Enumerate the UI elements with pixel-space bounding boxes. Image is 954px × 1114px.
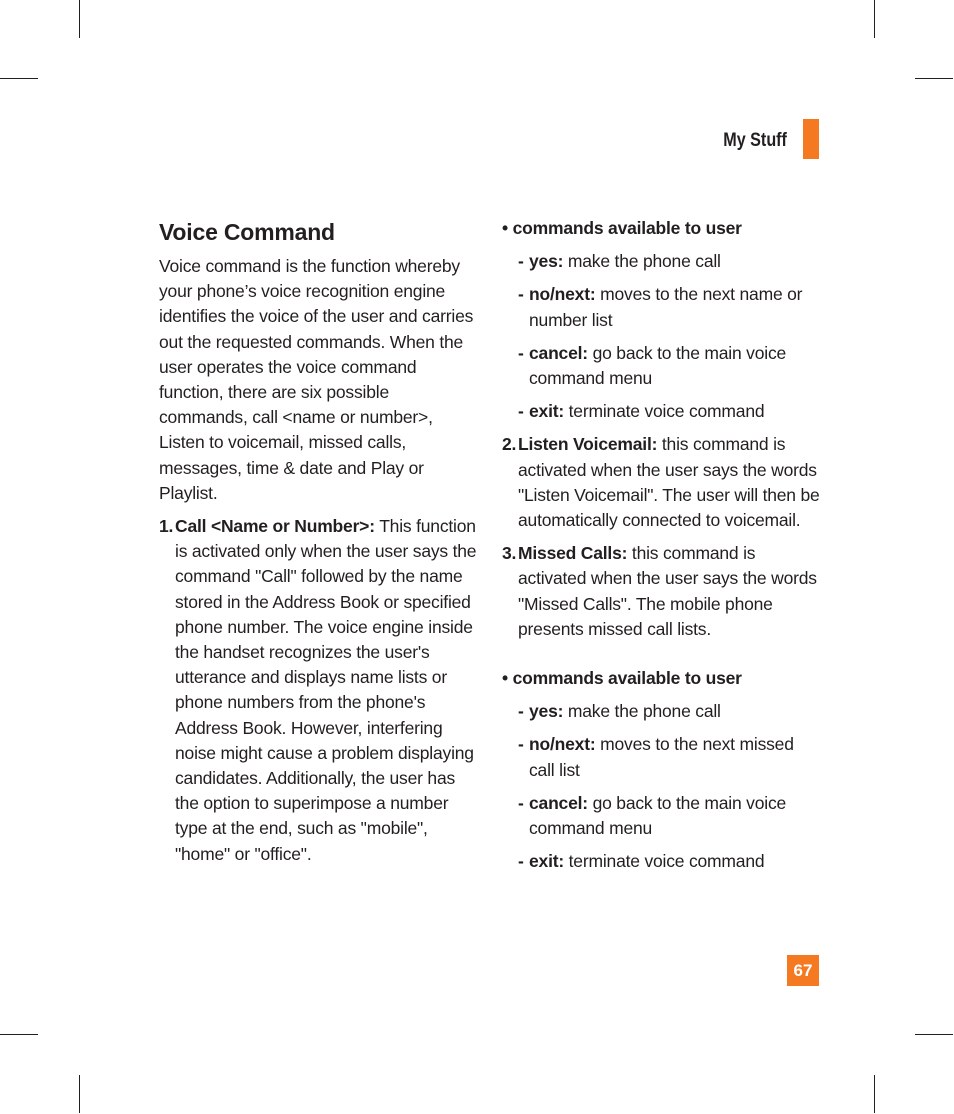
command-label: no/next:: [529, 734, 596, 755]
list-item-label: Missed Calls:: [518, 543, 628, 564]
command-label: exit:: [529, 851, 564, 872]
list-item-missed-calls: [502, 541, 822, 642]
list-item-label: Listen Voicemail:: [518, 434, 658, 455]
left-column: [159, 216, 479, 875]
crop-mark: [79, 1075, 80, 1113]
command-label: cancel:: [529, 342, 588, 363]
command-text: terminate voice command: [563, 851, 765, 872]
list-item-label: Call <Name or Number>:: [175, 516, 375, 537]
command-item-next: [502, 282, 822, 332]
dash-marker: -: [518, 734, 524, 755]
command-text: make the phone call: [563, 251, 721, 272]
command-item-next: [502, 732, 822, 782]
command-text: moves to the next name or number list: [529, 284, 803, 330]
section-title: My Stuff: [723, 130, 787, 151]
list-item-text: this command is activated when the user says the words "Missed Calls". The mobile phone presents missed call lists.: [518, 543, 817, 639]
commands-heading: • commands available to user: [502, 218, 742, 238]
command-item-cancel: [502, 791, 822, 841]
crop-mark: [915, 78, 953, 79]
command-label: yes:: [529, 251, 564, 272]
crop-mark: [915, 1034, 953, 1035]
dash-marker: -: [518, 251, 524, 272]
list-item-listen-voicemail: [502, 432, 822, 533]
command-item-yes: [502, 699, 822, 724]
command-item-cancel: [502, 341, 822, 391]
list-item-call: [159, 514, 479, 867]
page-number: 67: [787, 955, 819, 986]
command-item-yes: [502, 249, 822, 274]
dash-marker: -: [518, 851, 524, 872]
command-item-exit: [502, 849, 822, 874]
list-item-text: this command is activated when the user says the words "Listen Voicemail". The user will then be automatically connected to voicemail.: [518, 434, 820, 531]
crop-mark: [79, 0, 80, 38]
command-text: make the phone call: [563, 701, 721, 722]
dash-marker: -: [518, 342, 524, 363]
command-item-exit: [502, 399, 822, 424]
command-label: no/next:: [529, 284, 596, 305]
dash-marker: -: [518, 284, 524, 305]
list-item-text: This function is activated only when the user says the command "Call" followed by the name stored in the Address Book or specified phone number. The voice engine inside the handset recognizes the user's utterance and displays name lists or phone numbers from the phone's Address Book. However, interfering noise might cause a problem displaying candidates. Additionally, the user has the option to superimpose a number type at the end, such as "mobile", "home" or "office".: [175, 516, 477, 864]
command-text: go back to the main voice command menu: [529, 342, 787, 389]
command-text: terminate voice command: [563, 401, 765, 422]
page-heading: Voice Command: [159, 219, 335, 245]
commands-heading: • commands available to user: [502, 668, 742, 689]
command-text: moves to the next missed call list: [529, 734, 794, 780]
spacer: [502, 650, 822, 666]
command-text: go back to the main voice command menu: [529, 792, 787, 839]
command-label: exit:: [529, 401, 564, 422]
dash-marker: -: [518, 401, 524, 422]
list-number: 1.: [159, 516, 174, 537]
right-column: [502, 216, 822, 882]
dash-marker: -: [518, 792, 524, 813]
crop-mark: [0, 1034, 38, 1035]
intro-paragraph: Voice command is the function whereby your phone’s voice recognition engine identifies the voice of the user and carries out the requested commands. When the user operates the voice command function, there are six possible commands, call <name or number>, Listen to voicemail, missed calls, messages, time & date and Play or Playlist.: [159, 256, 474, 503]
section-tab-marker: [803, 119, 819, 159]
dash-marker: -: [518, 701, 524, 722]
crop-mark: [0, 78, 38, 79]
list-number: 3.: [502, 543, 517, 564]
crop-mark: [874, 0, 875, 38]
command-label: yes:: [529, 701, 564, 722]
command-label: cancel:: [529, 792, 588, 813]
list-number: 2.: [502, 434, 517, 455]
crop-mark: [874, 1075, 875, 1113]
